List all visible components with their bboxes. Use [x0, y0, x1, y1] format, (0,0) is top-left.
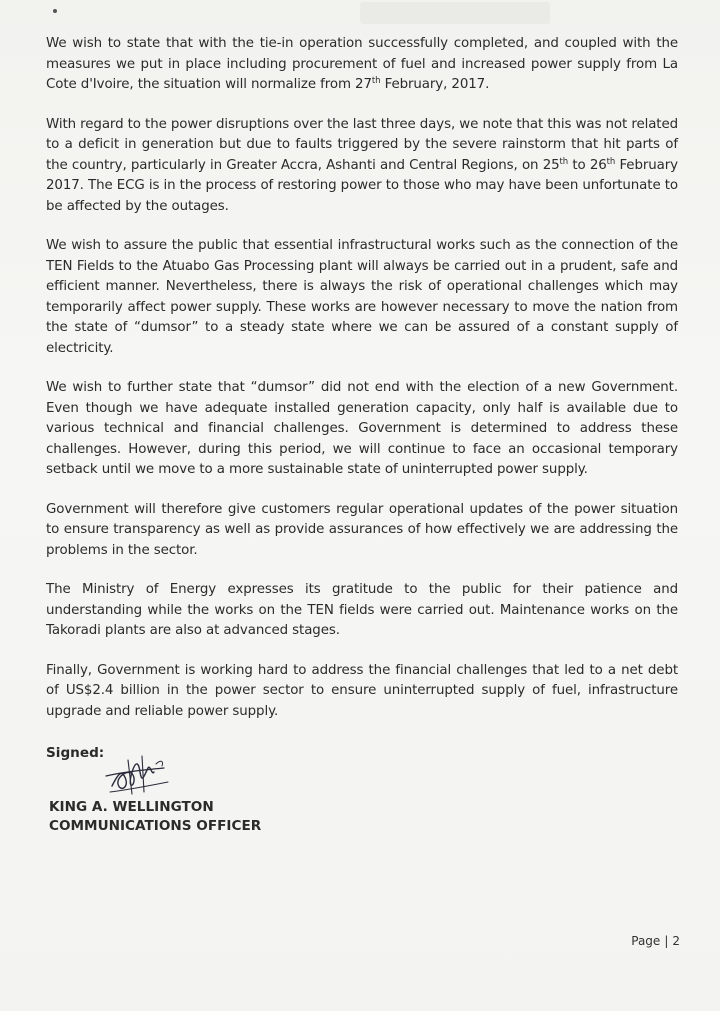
ordinal-suffix: th: [606, 156, 616, 167]
signatory-title: COMMUNICATIONS OFFICER: [49, 818, 262, 834]
paragraph-1-text: We wish to state that with the tie-in operation successfully completed, and coupled with the measures we put in place including procurement of fuel and increased power supply from La Cote d'Ivoire, the situation will normalize from 27: [46, 36, 678, 92]
ordinal-suffix: th: [559, 156, 569, 167]
signatory-name: KING A. WELLINGTON: [49, 799, 214, 815]
signed-label: Signed:: [46, 745, 105, 761]
paragraph-4: We wish to further state that “dumsor” did not end with the election of a new Government. Even though we have adequate installed generation capacity, only half is available due to various technical and financial challenges. Government is determined to address these challenges. However, during this period, we will continue to face an occasional temporary setback until we move to a more sustainable state of uninterrupted power supply.: [46, 380, 678, 477]
paragraph-3: We wish to assure the public that essential infrastructural works such as the connection of the TEN Fields to the Atuabo Gas Processing plant will always be carried out in a prudent, safe and efficient manner. Nevertheless, there is always the risk of operational challenges which may temporarily affect power supply. These works are however necessary to move the nation from the state of “dumsor” to a steady state where we can be assured of a constant supply of electricity.: [46, 238, 678, 356]
scan-speck: [53, 9, 57, 13]
page-separator: |: [664, 934, 669, 948]
paragraph-2-text-mid: to 26: [568, 157, 607, 173]
handwritten-signature-icon: [98, 746, 178, 806]
paragraph-7: Finally, Government is working hard to address the financial challenges that led to a net debt of US$2.4 billion in the power sector to ensure uninterrupted supply of fuel, infrastructure upgrade and reliable power supply.: [46, 662, 678, 719]
ordinal-suffix: th: [371, 76, 381, 86]
paragraph-2-text: With regard to the power disruptions over the last three days, we note that this was not related to a deficit in generation but due to faults triggered by the severe rainstorm that hit parts of the country, particularly in Greater Accra, Ashanti and Central Regions, on 25: [46, 116, 678, 173]
page-number: 2: [672, 934, 680, 948]
letter-body: [46, 34, 678, 761]
page-footer: [631, 934, 680, 948]
paragraph-5: Government will therefore give customers regular operational updates of the power situation to ensure transparency as well as provide assurances of how effectively we are addressing the problems in the sector.: [46, 501, 678, 558]
paragraph-2-text-end: February 2017. The ECG is in the process of restoring power to those who may have been unfortunate to be affected by the outages.: [46, 157, 678, 214]
paragraph-2: [46, 115, 678, 218]
signatory-block: [49, 798, 261, 836]
paragraph-1: [46, 34, 678, 96]
paragraph-6: The Ministry of Energy expresses its gratitude to the public for their patience and understanding while the works on the TEN fields were carried out. Maintenance works on the Takoradi plants are also at advanced stages.: [46, 582, 678, 638]
page-label: Page: [631, 934, 661, 948]
paragraph-1-text-end: February, 2017.: [380, 77, 490, 92]
